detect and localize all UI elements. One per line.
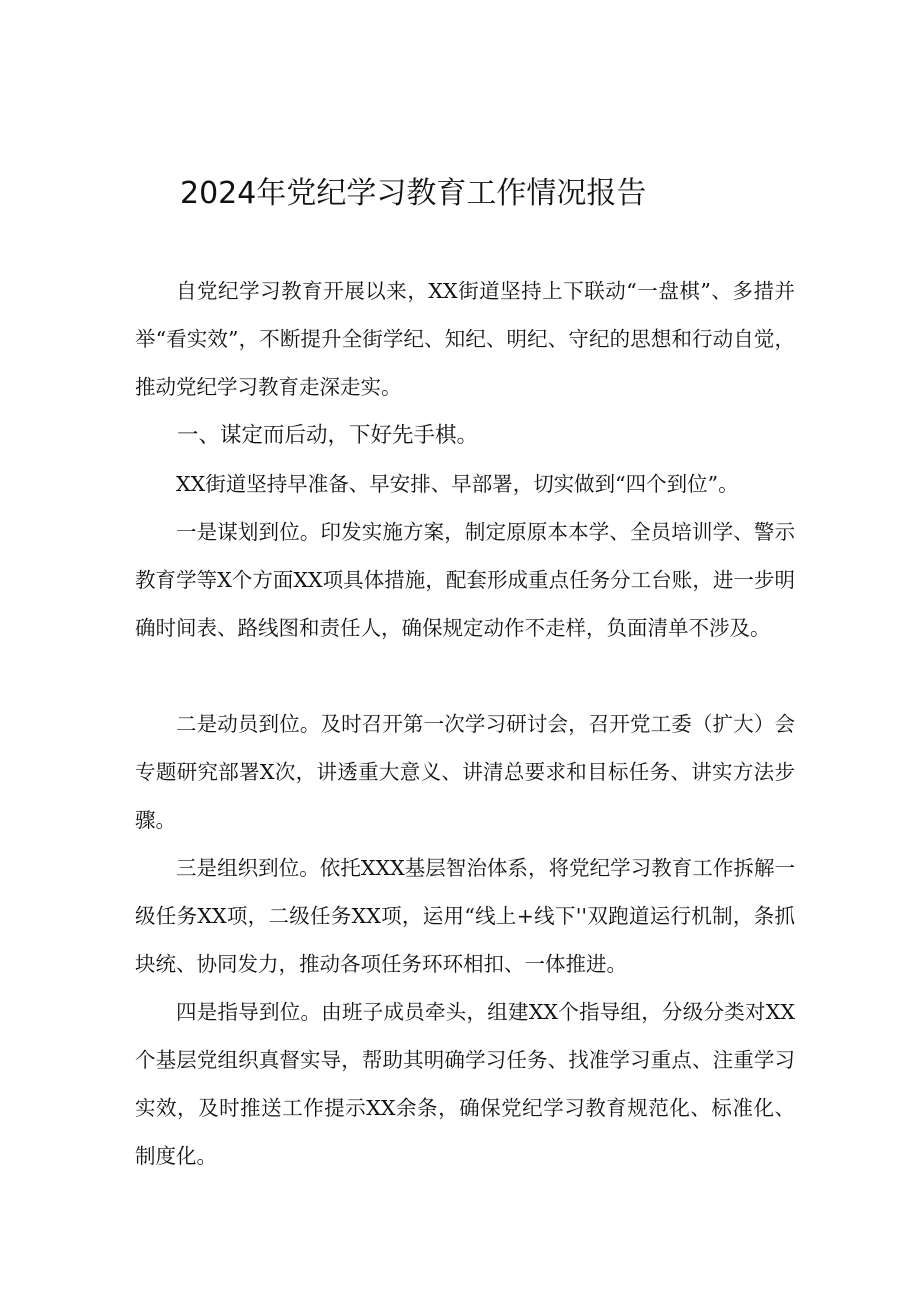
section-lead-paragraph: XX街道坚持早准备、早安排、早部署，切实做到“四个到位”。 [176, 472, 739, 496]
intro-paragraph: 自党纪学习教育开展以来，XX街道坚持上下联动“一盘棋”、多措并举“看实效”，不断提升全街学纪、知纪、明纪、守纪的思想和行动自觉，推动党纪学习教育走深走实。 [135, 279, 795, 399]
section-heading: 一、谋定而后动，下好先手棋。 [177, 423, 479, 448]
point-organization-paragraph: 三是组织到位。依托XXX基层智治体系，将党纪学习教育工作拆解一级任务XX项，二级任务XX项，运用“线上+线下''双跑道运行机制，条抓块统、协同发力，推动各项任务环环相扣、一体推进。 [135, 856, 795, 976]
point-guidance-paragraph: 四是指导到位。由班子成员牵头，组建XX个指导组，分级分类对XX个基层党组织真督实导，帮助其明确学习任务、找准学习重点、注重学习实效，及时推送工作提示XX余条，确保党纪学习教育规范化、标准化、制度化。 [135, 1000, 795, 1168]
document-title: 2024年党纪学习教育工作情况报告 [180, 176, 647, 211]
point-mobilization-paragraph: 二是动员到位。及时召开第一次学习研讨会，召开党工委（扩大）会专题研究部署X次，讲透重大意义、讲清总要求和目标任务、讲实方法步骤。 [135, 712, 795, 832]
point-planning-paragraph: 一是谋划到位。印发实施方案，制定原原本本学、全员培训学、警示教育学等X个方面XX项具体措施，配套形成重点任务分工台账，进一步明确时间表、路线图和责任人，确保规定动作不走样，负面清单不涉及。 [135, 520, 795, 640]
